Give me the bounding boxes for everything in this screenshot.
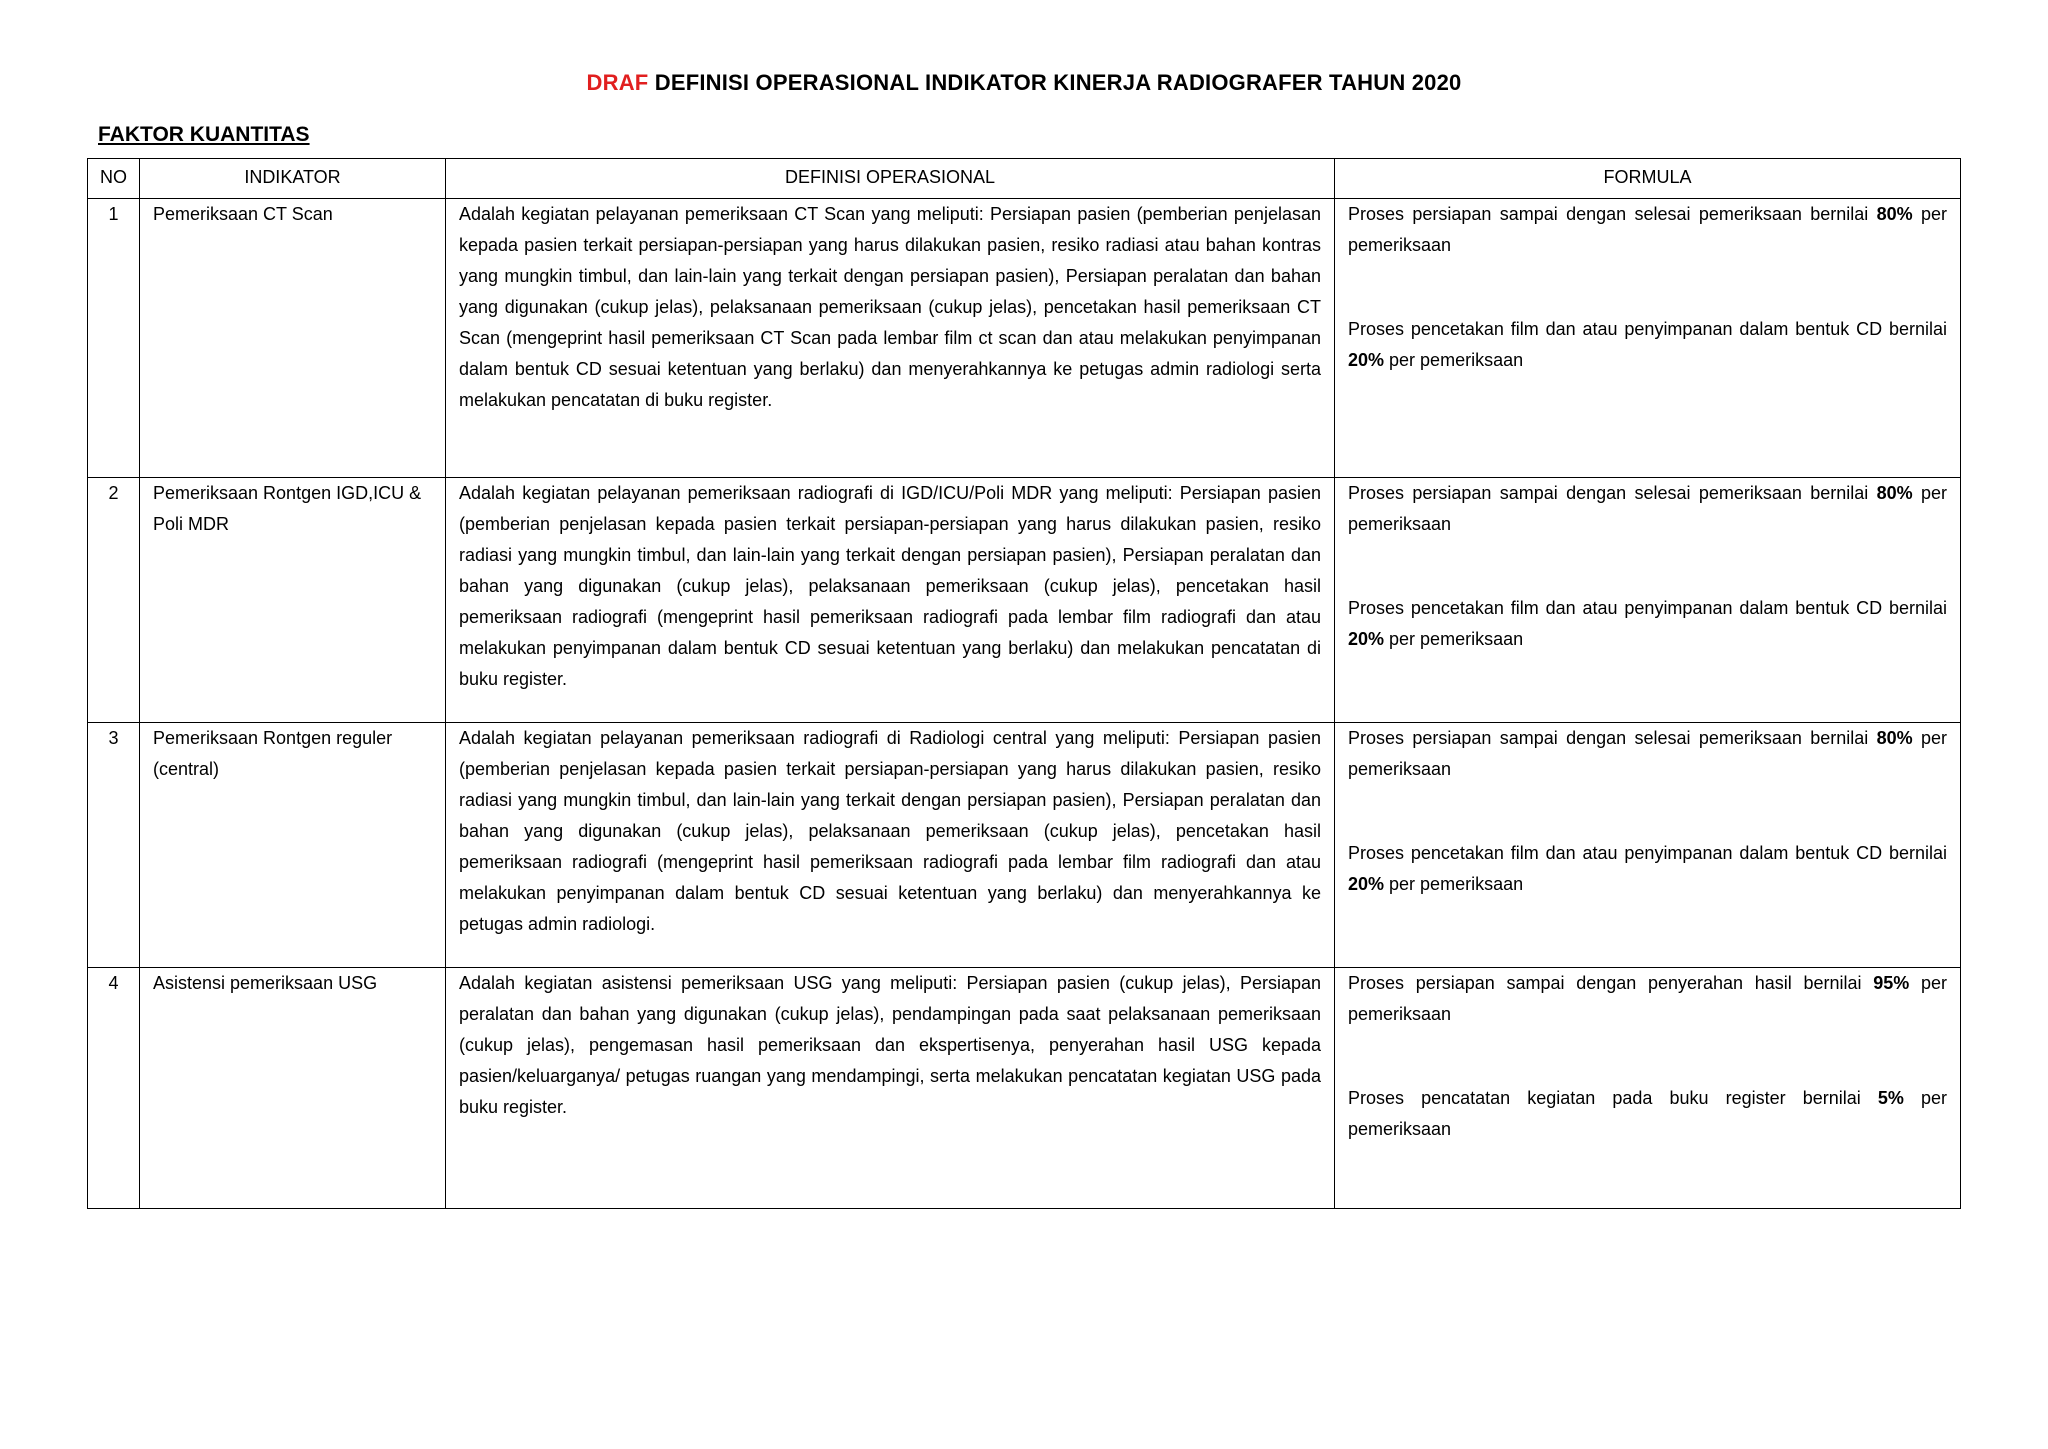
indikator-cell: Pemeriksaan CT Scan — [140, 199, 446, 478]
row-number: 4 — [88, 968, 140, 1209]
indikator-cell: Pemeriksaan Rontgen reguler (central) — [140, 723, 446, 968]
table-row — [88, 478, 1961, 723]
formula-value: 5% — [1877, 1088, 1904, 1108]
formula-line-1: Proses persiapan sampai dengan selesai pemeriksaan bernilai 80% per pemeriksaan — [1348, 728, 1947, 779]
formula-line-2: Proses pencetakan film dan atau penyimpanan dalam bentuk CD bernilai 20% per pemeriksaan — [1348, 319, 1947, 370]
formula-value: 20% — [1348, 629, 1385, 649]
formula-line-1: Proses persiapan sampai dengan penyerahan hasil bernilai 95% per pemeriksaan — [1348, 973, 1947, 1024]
formula-value: 20% — [1348, 874, 1385, 894]
header-formula: FORMULA — [1335, 159, 1961, 199]
formula-cell — [1335, 968, 1961, 1209]
draft-label: DRAF — [586, 70, 649, 95]
formula-value: 80% — [1876, 483, 1913, 503]
table-row — [88, 723, 1961, 968]
row-number: 2 — [88, 478, 140, 723]
formula-value: 80% — [1876, 204, 1913, 224]
formula-line-1: Proses persiapan sampai dengan selesai pemeriksaan bernilai 80% per pemeriksaan — [1348, 483, 1947, 534]
formula-line-2: Proses pencetakan film dan atau penyimpanan dalam bentuk CD bernilai 20% per pemeriksaan — [1348, 843, 1947, 894]
indicator-table — [87, 158, 1961, 1209]
table-header-row — [88, 159, 1961, 199]
definisi-cell: Adalah kegiatan pelayanan pemeriksaan radiografi di IGD/ICU/Poli MDR yang meliputi: Persiapan pasien (pemberian penjelasan kepada pasien terkait persiapan-persiapan yang harus dilakukan pasien, resiko radiasi yang mungkin timbul, dan lain-lain yang terkait dengan persiapan pasien), Persiapan peralatan dan bahan yang digunakan (cukup jelas), pelaksanaan pemeriksaan (cukup jelas), pencetakan hasil pemeriksaan radiografi (mengeprint hasil pemeriksaan radiografi pada lembar film radiografi dan atau melakukan penyimpanan dalam bentuk CD sesuai ketentuan yang berlaku) dan melakukan pencatatan di buku register. — [446, 478, 1335, 723]
definisi-cell: Adalah kegiatan asistensi pemeriksaan USG yang meliputi: Persiapan pasien (cukup jelas), Persiapan peralatan dan bahan yang digunakan (cukup jelas), pendampingan pada saat pelaksanaan pemeriksaan (cukup jelas), pengemasan hasil pemeriksaan dan ekspertisenya, penyerahan hasil USG kepada pasien/keluarganya/ petugas ruangan yang mendampingi, serta melakukan pencatatan kegiatan USG pada buku register. — [446, 968, 1335, 1209]
row-number: 3 — [88, 723, 140, 968]
formula-cell — [1335, 199, 1961, 478]
header-indikator: INDIKATOR — [140, 159, 446, 199]
header-no: NO — [88, 159, 140, 199]
formula-value: 20% — [1348, 350, 1385, 370]
row-number: 1 — [88, 199, 140, 478]
document-title: DEFINISI OPERASIONAL INDIKATOR KINERJA RADIOGRAFER TAHUN 2020 — [648, 70, 1462, 95]
section-heading: FAKTOR KUANTITAS — [98, 123, 310, 146]
formula-value: 80% — [1876, 728, 1913, 748]
formula-line-2: Proses pencatatan kegiatan pada buku register bernilai 5% per pemeriksaan — [1348, 1088, 1947, 1139]
indikator-cell: Asistensi pemeriksaan USG — [140, 968, 446, 1209]
definisi-cell: Adalah kegiatan pelayanan pemeriksaan radiografi di Radiologi central yang meliputi: Persiapan pasien (pemberian penjelasan kepada pasien terkait persiapan-persiapan yang harus dilakukan pasien, resiko radiasi yang mungkin timbul, dan lain-lain yang terkait dengan persiapan pasien), Persiapan peralatan dan bahan yang digunakan (cukup jelas), pelaksanaan pemeriksaan (cukup jelas), pencetakan hasil pemeriksaan radiografi (mengeprint hasil pemeriksaan radiografi pada lembar film radiografi dan atau melakukan penyimpanan dalam bentuk CD sesuai ketentuan yang berlaku) dan menyerahkannya ke petugas admin radiologi. — [446, 723, 1335, 968]
formula-line-1: Proses persiapan sampai dengan selesai pemeriksaan bernilai 80% per pemeriksaan — [1348, 204, 1947, 255]
table-row — [88, 968, 1961, 1209]
table-row — [88, 199, 1961, 478]
formula-line-2: Proses pencetakan film dan atau penyimpanan dalam bentuk CD bernilai 20% per pemeriksaan — [1348, 598, 1947, 649]
formula-value: 95% — [1873, 973, 1910, 993]
formula-cell — [1335, 478, 1961, 723]
header-definisi: DEFINISI OPERASIONAL — [446, 159, 1335, 199]
page-title — [0, 70, 2048, 96]
formula-cell — [1335, 723, 1961, 968]
indikator-cell: Pemeriksaan Rontgen IGD,ICU & Poli MDR — [140, 478, 446, 723]
definisi-cell: Adalah kegiatan pelayanan pemeriksaan CT Scan yang meliputi: Persiapan pasien (pemberian penjelasan kepada pasien terkait persiapan-persiapan yang harus dilakukan pasien, resiko radiasi atau bahan kontras yang mungkin timbul, dan lain-lain yang terkait dengan persiapan pasien), Persiapan peralatan dan bahan yang digunakan (cukup jelas), pelaksanaan pemeriksaan (cukup jelas), pencetakan hasil pemeriksaan CT Scan (mengeprint hasil pemeriksaan CT Scan pada lembar film ct scan dan atau melakukan penyimpanan dalam bentuk CD sesuai ketentuan yang berlaku) dan menyerahkannya ke petugas admin radiologi serta melakukan pencatatan di buku register. — [446, 199, 1335, 478]
